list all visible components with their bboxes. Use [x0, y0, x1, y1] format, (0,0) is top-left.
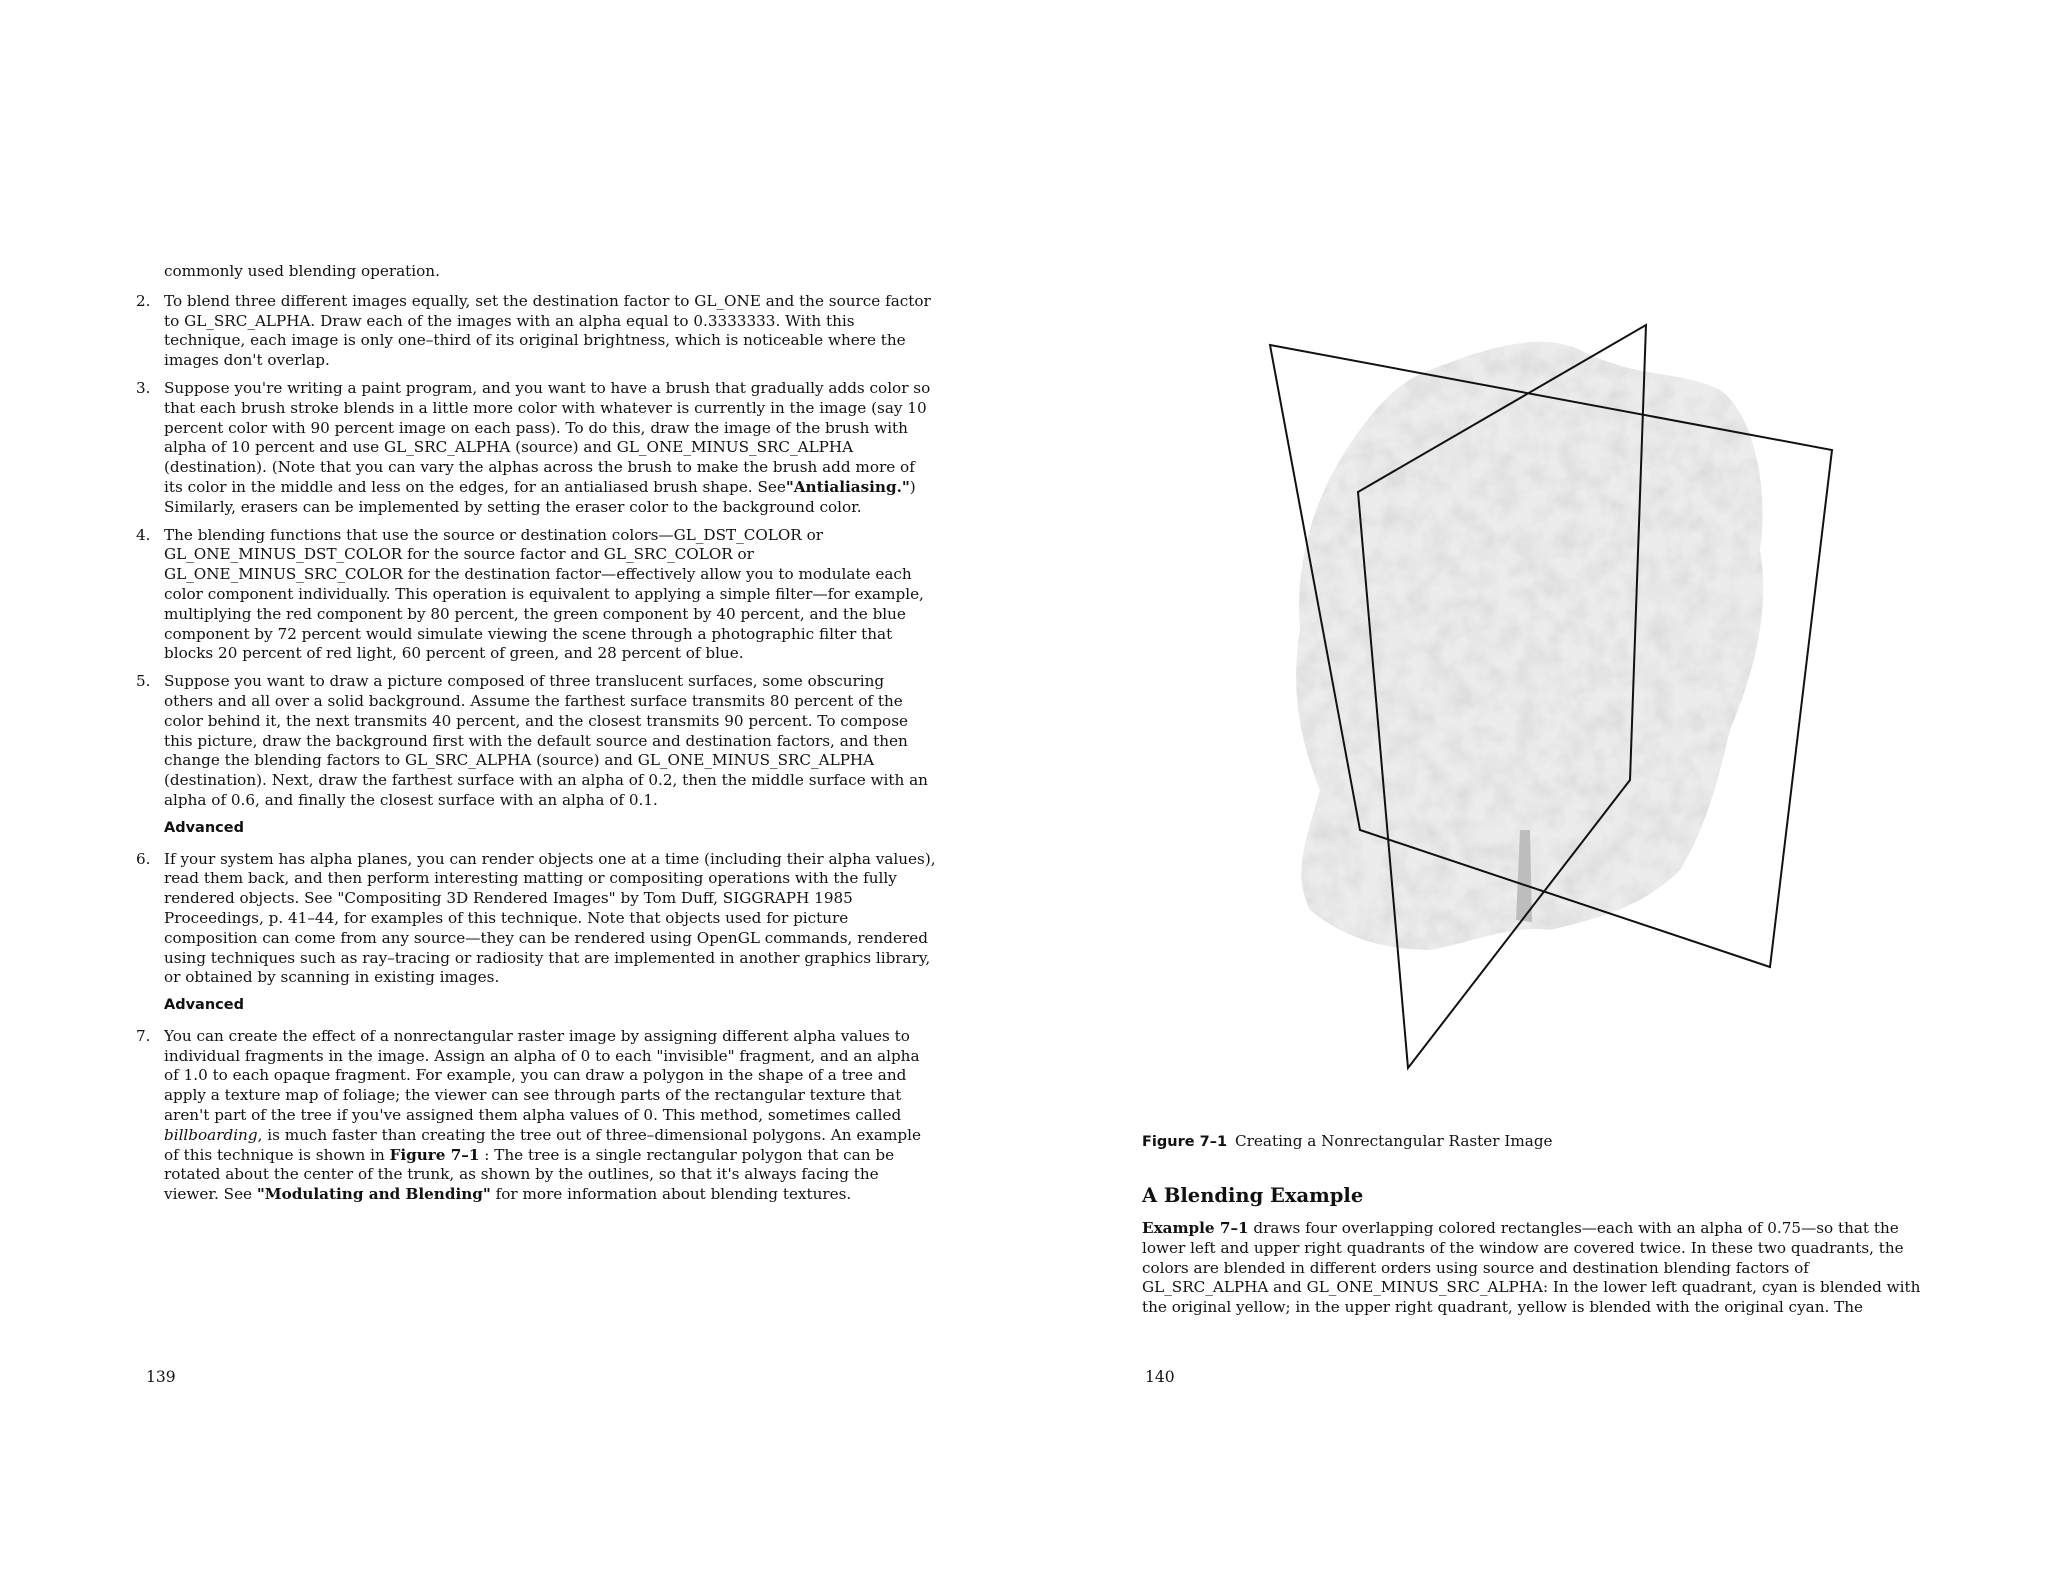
numbered-list — [136, 850, 936, 989]
item-text: Suppose you're writing a paint program, and you want to have a brush that gradually adds color so that each brush stroke blends in a little more color with whatever is currently in the image (say 10 percent color with 90 percent image on each pass). To do this, draw the image of the brush with alpha of 10 percent and use GL_SRC_ALPHA (source) and GL_ONE_MINUS_SRC_ALPHA (destination). (Note that you can vary the alphas across the brush to make the brush add more of its color in the middle and less on the edges, for an antialiased brush shape. See — [164, 378, 931, 496]
list-item — [136, 850, 936, 989]
continued-text: commonly used blending operation. — [164, 262, 440, 280]
item-text: To blend three different images equally, set the destination factor to GL_ONE and the source factor to GL_SRC_ALPHA. Draw each of the images with an alpha equal to 0.3333333. With this technique, each image is only one–third of its original brightness, which is noticeable where the images don't overlap. — [164, 291, 931, 370]
numbered-list — [136, 1027, 936, 1205]
list-item — [136, 672, 936, 811]
list-item — [136, 379, 936, 518]
item-text: Suppose you want to draw a picture composed of three translucent surfaces, some obscuring others and all over a solid background. Assume the farthest surface transmits 80 percent of the color behind it, the next transmits 40 percent, and the closest transmits 90 percent. To compose this picture, draw the background first with the default source and destination factors, and then change the blending factors to GL_SRC_ALPHA (source) and GL_ONE_MINUS_SRC_ALPHA (destination). Next, draw the farthest surface with an alpha of 0.2, then the middle surface with an alpha of 0.6, and finally the closest surface with an alpha of 0.1. — [164, 672, 928, 809]
item-number: 7. — [136, 1026, 151, 1045]
antialiasing-link[interactable]: "Antialiasing." — [785, 477, 910, 496]
list-item — [136, 526, 936, 665]
list-item — [136, 1027, 936, 1205]
list-item — [136, 292, 936, 371]
item-text: : The tree is a single rectangular polygon that can be rotated about the center of the trunk, as shown by the outlines, so that it's always facing the viewer. See — [164, 1145, 895, 1204]
figure-label: Figure 7–1 — [1142, 1134, 1228, 1150]
left-text-column — [136, 262, 936, 1213]
figure-caption — [1142, 1132, 1553, 1150]
right-page — [1010, 0, 2048, 1582]
page-number: 140 — [1145, 1368, 1175, 1386]
item-number: 5. — [136, 672, 151, 691]
advanced-label: Advanced — [164, 997, 244, 1014]
modulating-blending-link[interactable]: "Modulating and Blending" — [256, 1185, 491, 1204]
section-heading: A Blending Example — [1142, 1184, 1364, 1207]
numbered-list — [136, 292, 936, 811]
page-number: 139 — [146, 1368, 176, 1386]
item-text: You can create the effect of a nonrectangular raster image by assigning different alpha values to individual fragments in the image. Assign an alpha of 0 to each "invisible" fragment, and an alpha of 1.0 to each opaque fragment. For example, you can draw a polygon in the shape of a tree and apply a texture map of foliage; the viewer can see through parts of the rectangular texture that aren't part of the tree if you've assigned them alpha values of 0. This method, sometimes called — [164, 1026, 920, 1125]
left-page — [0, 0, 1010, 1582]
item-number: 4. — [136, 525, 151, 544]
tree-billboard-figure — [1250, 310, 1870, 1110]
foliage-texture — [1280, 330, 1800, 970]
item-text: , is much faster than creating the tree out of three–dimensional polygons. An example of this technique is shown in — [164, 1125, 921, 1164]
advanced-label: Advanced — [164, 819, 244, 836]
item-text: The blending functions that use the source or destination colors—GL_DST_COLOR or GL_ONE_MINUS_DST_COLOR for the source factor and GL_SRC_COLOR or GL_ONE_MINUS_SRC_COLOR for the destination factor—effectively allow you to modulate each color component individually. This operation is equivalent to applying a simple filter—for example, multiplying the red component by 80 percent, the green component by 40 percent, and the blue component by 72 percent would simulate viewing the scene through a photographic filter that blocks 20 percent of red light, 60 percent of green, and 28 percent of blue. — [164, 525, 924, 663]
section-paragraph — [1142, 1219, 1922, 1318]
item-number: 3. — [136, 378, 151, 397]
figure-reference-link[interactable]: Figure 7–1 — [389, 1145, 480, 1164]
item-text-after: ) Similarly, erasers can be implemented by setting the eraser color to the background color. — [164, 477, 916, 516]
figure-caption-text: Creating a Nonrectangular Raster Image — [1235, 1132, 1553, 1150]
item-number: 2. — [136, 291, 151, 310]
item-text: for more information about blending textures. — [490, 1185, 852, 1204]
billboarding-term: billboarding — [164, 1125, 258, 1144]
paragraph-text: draws four overlapping colored rectangles—each with an alpha of 0.75—so that the lower left and upper right quadrants of the window are covered twice. In these two quadrants, the colors are blended in different orders using source and destination blending factors of GL_SRC_ALPHA and GL_ONE_MINUS_SRC_ALPHA: In the lower left quadrant, cyan is blended with the original yellow; in the upper right quadrant, yellow is blended with the original cyan. The — [1142, 1219, 1921, 1317]
item-number: 6. — [136, 849, 151, 868]
example-reference-link[interactable]: Example 7–1 — [1142, 1219, 1249, 1237]
item-text: If your system has alpha planes, you can render objects one at a time (including their alpha values), read them back, and then perform interesting matting or compositing operations with the fully rendered objects. See "Compositing 3D Rendered Images" by Tom Duff, SIGGRAPH 1985 Proceedings, p. 41–44, for examples of this technique. Note that objects used for picture composition can come from any source—they can be rendered using OpenGL commands, rendered using techniques such as ray–tracing or radiosity that are implemented in another graphics library, or obtained by scanning in existing images. — [164, 849, 936, 987]
